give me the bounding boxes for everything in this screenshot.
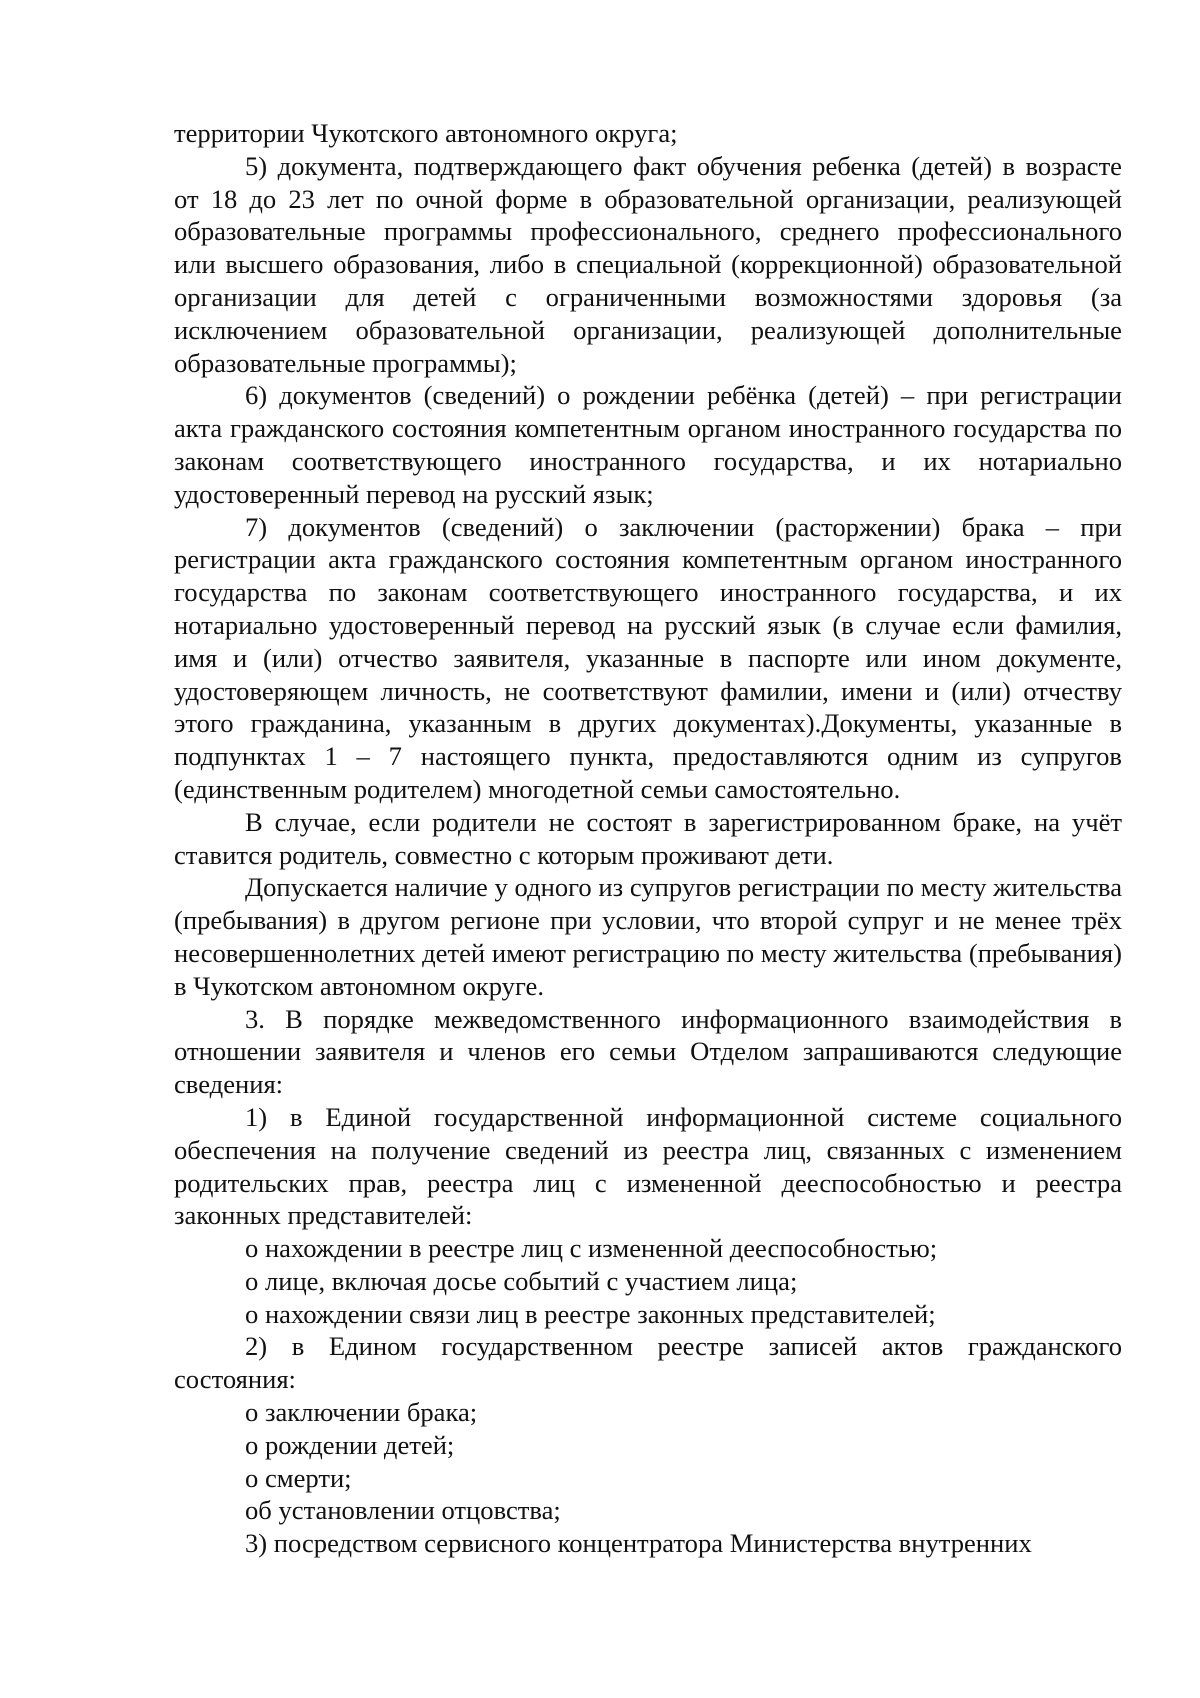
list-item-marriage: о заключении брака;: [245, 1397, 478, 1428]
list-item-capacity-registry: о нахождении в реестре лиц с измененной дееспособностью;: [245, 1233, 938, 1264]
paragraph-registration-other-region: Допускается наличие у одного из супругов регистрации по месту жительства (пребывания) в другом регионе при условии, что второй супруг и не менее трёх несовершеннолетних детей имеют регистрацию по месту жительства (пребывания) в Чукотском автономном округе.: [174, 872, 1122, 1001]
list-item-person-dossier: о лице, включая досье событий с участием лица;: [245, 1265, 798, 1296]
list-item-death: о смерти;: [245, 1462, 352, 1493]
paragraph-territory-end: территории Чукотского автономного округа;: [174, 118, 678, 148]
paragraph-item-5: 5) документа, подтверждающего факт обучения ребенка (детей) в возрасте от 18 до 23 лет по очной форме в образовательной организации, реализующей образовательные программы профессионального, среднего профессионального или высшего образования, либо в специальной (коррекционной) образовательной организации для детей с ограниченными возможностями здоровья (за исключением образовательной организации, реализующей дополнительные образовательные программы);: [174, 150, 1122, 378]
list-item-paternity: об установлении отцовства;: [245, 1495, 561, 1526]
paragraph-subitem-1: 1) в Единой государственной информационной системе социального обеспечения на получение сведений из реестра лиц, связанных с изменением родительских прав, реестра лиц с измененной дееспособностью и реестра законных представителей:: [174, 1101, 1122, 1231]
paragraph-section-3: 3. В порядке межведомственного информационного взаимодействия в отношении заявителя и членов его семьи Отделом запрашиваются следующие сведения:: [174, 1003, 1122, 1100]
paragraph-item-7: 7) документов (сведений) о заключении (расторжении) брака – при регистрации акта гражданского состояния компетентным органом иностранного государства по законам соответствующего иностранного государства, и их нотариально удостоверенный перевод на русский язык (в случае если фамилия, имя и (или) отчество заявителя, указанные в паспорте или ином документе, удостоверяющем личность, не соответствуют фамилии, имени и (или) отчеству этого гражданина, указанным в других документах).Документы, указанные в подпунктах 1 – 7 настоящего пункта, предоставляются одним из супругов (единственным родителем) многодетной семьи самостоятельно.: [174, 511, 1122, 804]
paragraph-subitem-3: 3) посредством сервисного концентратора Министерства внутренних: [245, 1528, 1032, 1559]
document-page: [174, 117, 1122, 1560]
list-item-birth: о рождении детей;: [245, 1429, 455, 1460]
paragraph-unmarried-parents: В случае, если родители не состоят в зарегистрированном браке, на учёт ставится родитель, совместно с которым проживают дети.: [174, 806, 1122, 870]
paragraph-item-6: 6) документов (сведений) о рождении ребёнка (детей) – при регистрации акта гражданского состояния компетентным органом иностранного государства по законам соответствующего иностранного государства, и их нотариально удостоверенный перевод на русский язык;: [174, 380, 1122, 509]
paragraph-subitem-2: 2) в Едином государственном реестре записей актов гражданского состояния:: [174, 1331, 1122, 1395]
list-item-legal-representatives: о нахождении связи лиц в реестре законных представителей;: [245, 1298, 936, 1329]
